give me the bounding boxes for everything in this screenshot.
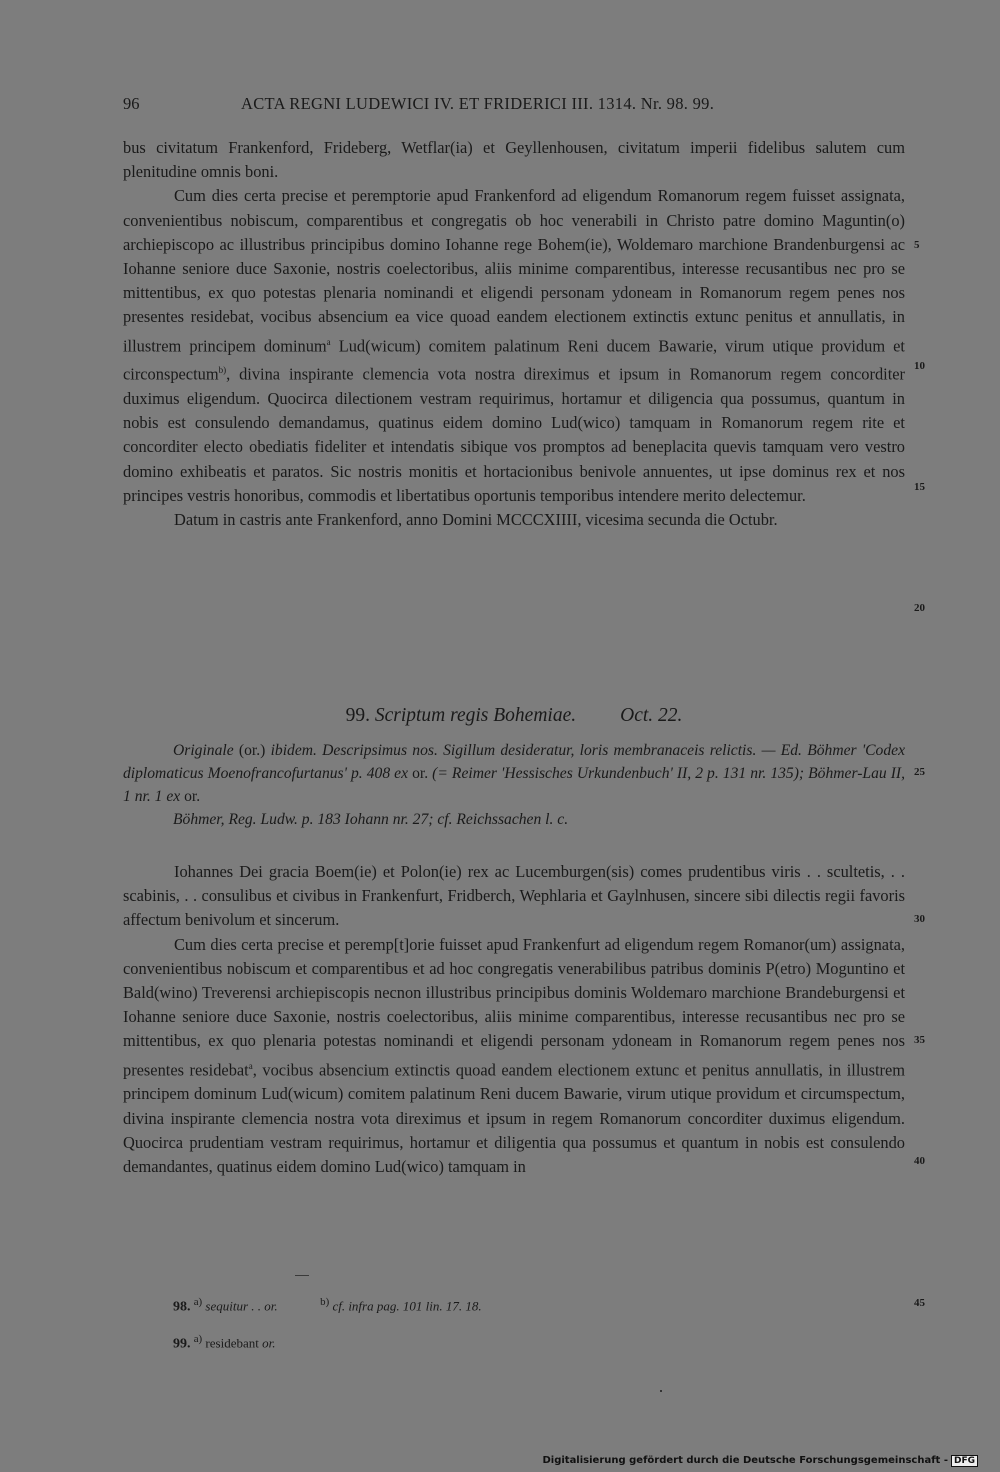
line-number: 45 [914, 1297, 925, 1309]
source-originale: Originale [173, 742, 234, 759]
footnote-text: sequitur . . or. [205, 1298, 278, 1314]
doc99-number: 99. [345, 705, 370, 726]
doc99-paragraph-1: Iohannes Dei gracia Boem(ie) et Polon(ie) rex ac Lucemburgen(sis) comes prudentibus viris . . scultetis, . . scabinis, . . consulibus et civibus in Frankenfurt, Fridberch, Wephlaria et Gaylnhusen, sincere sibi dilectis regii favoris affectum benivolum et sincerum. [123, 862, 905, 930]
line-number: 20 [914, 602, 925, 614]
document-99-body [123, 860, 905, 1179]
footnote-ref-a: a [326, 336, 331, 347]
source-apparatus [123, 739, 905, 831]
running-header [123, 94, 905, 120]
footnote-doc-number: 98. [173, 1299, 191, 1315]
doc98-paragraph-2 [123, 184, 905, 508]
source-line-1 [123, 739, 905, 808]
dfg-logo: DFG [951, 1455, 978, 1467]
footnote-text: residebant [205, 1335, 259, 1351]
footnotes-doc98 [173, 1296, 482, 1315]
line-number: 15 [914, 481, 925, 493]
line-number: 30 [914, 913, 925, 925]
source-or-2: or. [184, 788, 201, 805]
doc99-paragraph-2 [123, 933, 905, 1180]
footnote-separator [295, 1275, 309, 1276]
speck [660, 1390, 662, 1392]
footnote-doc-number: 99. [173, 1336, 191, 1352]
source-reimer: (= Reimer 'Hessisches Urkundenbuch' II, 2 p. 131 nr. 135); Böhmer-Lau II, 1 nr. 1 ex [123, 765, 905, 805]
doc99-p2-part-b: , vocibus absencium extinctis quoad eandem electionem extunc et penitus annullatis, in illustrem principem dominum Lud(wicum) comitem palatinum Reni ducem Bawarie, virum utique providum et circumspectum, divina inspirante clemencia nostra vota direximus et ipsum in regem Romanorum concorditer duximus eligendum. Quocirca prudentiam vestram requirimus, hortamur et diligentia qua possumus et quantum in nobis est consulendo demandantes, quatinus eidem domino Lud(wico) tamquam in [123, 1060, 905, 1176]
footnote-mark: a) [193, 1296, 203, 1308]
doc98-paragraph-1: bus civitatum Frankenford, Frideberg, Wetflar(ia) et Geyllenhousen, civitatum imperii fidelibus salutem cum plenitudine omnis boni. [123, 138, 905, 182]
line-number: 40 [914, 1155, 925, 1167]
line-number: 35 [914, 1034, 925, 1046]
footnotes-doc99 [173, 1333, 275, 1352]
doc99-date: Oct. 22. [620, 705, 683, 726]
footnote-mark: b) [320, 1296, 330, 1308]
footnote-ref-a: a [248, 1060, 253, 1071]
source-edition: ibidem. Descripsimus nos. Sigillum desideratur, loris membranaceis relictis. — Ed. Böhmer 'Codex diplomaticus Moenofrancofurtanus' p. 408 ex [123, 742, 905, 782]
footnote-ref-b: b) [218, 365, 227, 376]
footnote-mark: a) [193, 1333, 203, 1345]
document-98-body [123, 136, 905, 532]
line-number: 10 [914, 360, 925, 372]
document-99-heading [123, 705, 905, 727]
doc98-p2-part-a: Cum dies certa precise et peremptorie apud Frankenford ad eligendum Romanorum regem fuisset assignata, convenientibus nobiscum, comparentibus et congregatis ob hoc venerabili in Christo patre domino Maguntin(o) archiepiscopo ac illustribus principibus domino Iohanne rege Bohem(ie), Woldemaro marchione Brandenburgensi ac Iohanne seniore duce Saxonie, nostris coelectoribus, aliis minime comparentibus, interesse recusantibus nec pro se mittentibus, ex quo potestas plenaria nominandi et eligendi personam ydoneam in Romanorum regem penes nos presentes residebat, vocibus absencium ea vice quoad eandem electionem extinctis extunc penitus et annullatis, in illustrem principem dominum [123, 186, 905, 356]
footnote-text: or. [262, 1335, 276, 1351]
doc99-title: Scriptum regis Bohemiae. [374, 705, 577, 726]
source-or-1: or. [412, 765, 429, 782]
funding-footer [542, 1455, 978, 1467]
source-line-2: Böhmer, Reg. Ludw. p. 183 Iohann nr. 27; cf. Reichssachen l. c. [173, 811, 569, 828]
footnote-text: cf. infra pag. 101 lin. 17. 18. [332, 1298, 482, 1314]
doc98-p2-part-c: , divina inspirante clemencia vota nostra direximus et ipsum in Romanorum regem concorditer duximus eligendum. Quocirca dilectionem vestram requirimus, hortamur et diligencia qua possumus, quantum in nobis est consulendo demandamus, quatinus eidem domino Lud(wico) tamquam in Romanorum regem rite et concorditer electo obediatis fideliter et intendatis sibique vos promptos ad beneplacita quevis tamquam vero vestro domino exhibeatis et paratos. Sic nostris monitis et hortacionibus benivole annuentes, ut ipse dominus rex et nos principes vestris honoribus, commodis et libertatibus oportunis temporibus intendere merito delectemur. [123, 364, 905, 505]
doc99-p2-part-a: Cum dies certa precise et peremp[t]orie fuisset apud Frankenfurt ad eligendum regem Romanor(um) assignata, convenientibus nobiscum et comparentibus et ad hoc congregatis venerabilibus patribus dominis P(etro) Moguntino et Bald(wino) Treverensi archiepiscopis necnon illustribus principibus dominis Woldemaro marchione Brandeburgensi et Iohanne seniore duce Saxonie, nostris coelectoribus, aliis minime comparentibus, interesse recusantibus nec pro se mittentibus, ex quo plenaria potestas nominandi et eligendi personam ydoneam in Romanorum regem penes nos presentes residebat [123, 934, 905, 1080]
doc98-dating-clause: Datum in castris ante Frankenford, anno Domini MCCCXIIII, vicesima secunda die Octubr. [174, 509, 778, 529]
page-number: 96 [123, 94, 140, 113]
running-title: ACTA REGNI LUDEWICI IV. ET FRIDERICI III. 1314. Nr. 98. 99. [241, 94, 715, 113]
doc98-p2-part-b: Lud(wicum) comitem palatinum Reni ducem Bawarie, virum utique providum et circonspectum [123, 336, 905, 384]
line-number: 5 [914, 239, 920, 251]
line-number: 25 [914, 766, 925, 778]
funding-text: Digitalisierung gefördert durch die Deutsche Forschungsgemeinschaft - [542, 1455, 948, 1466]
source-or-abbrev: (or.) [233, 742, 271, 759]
